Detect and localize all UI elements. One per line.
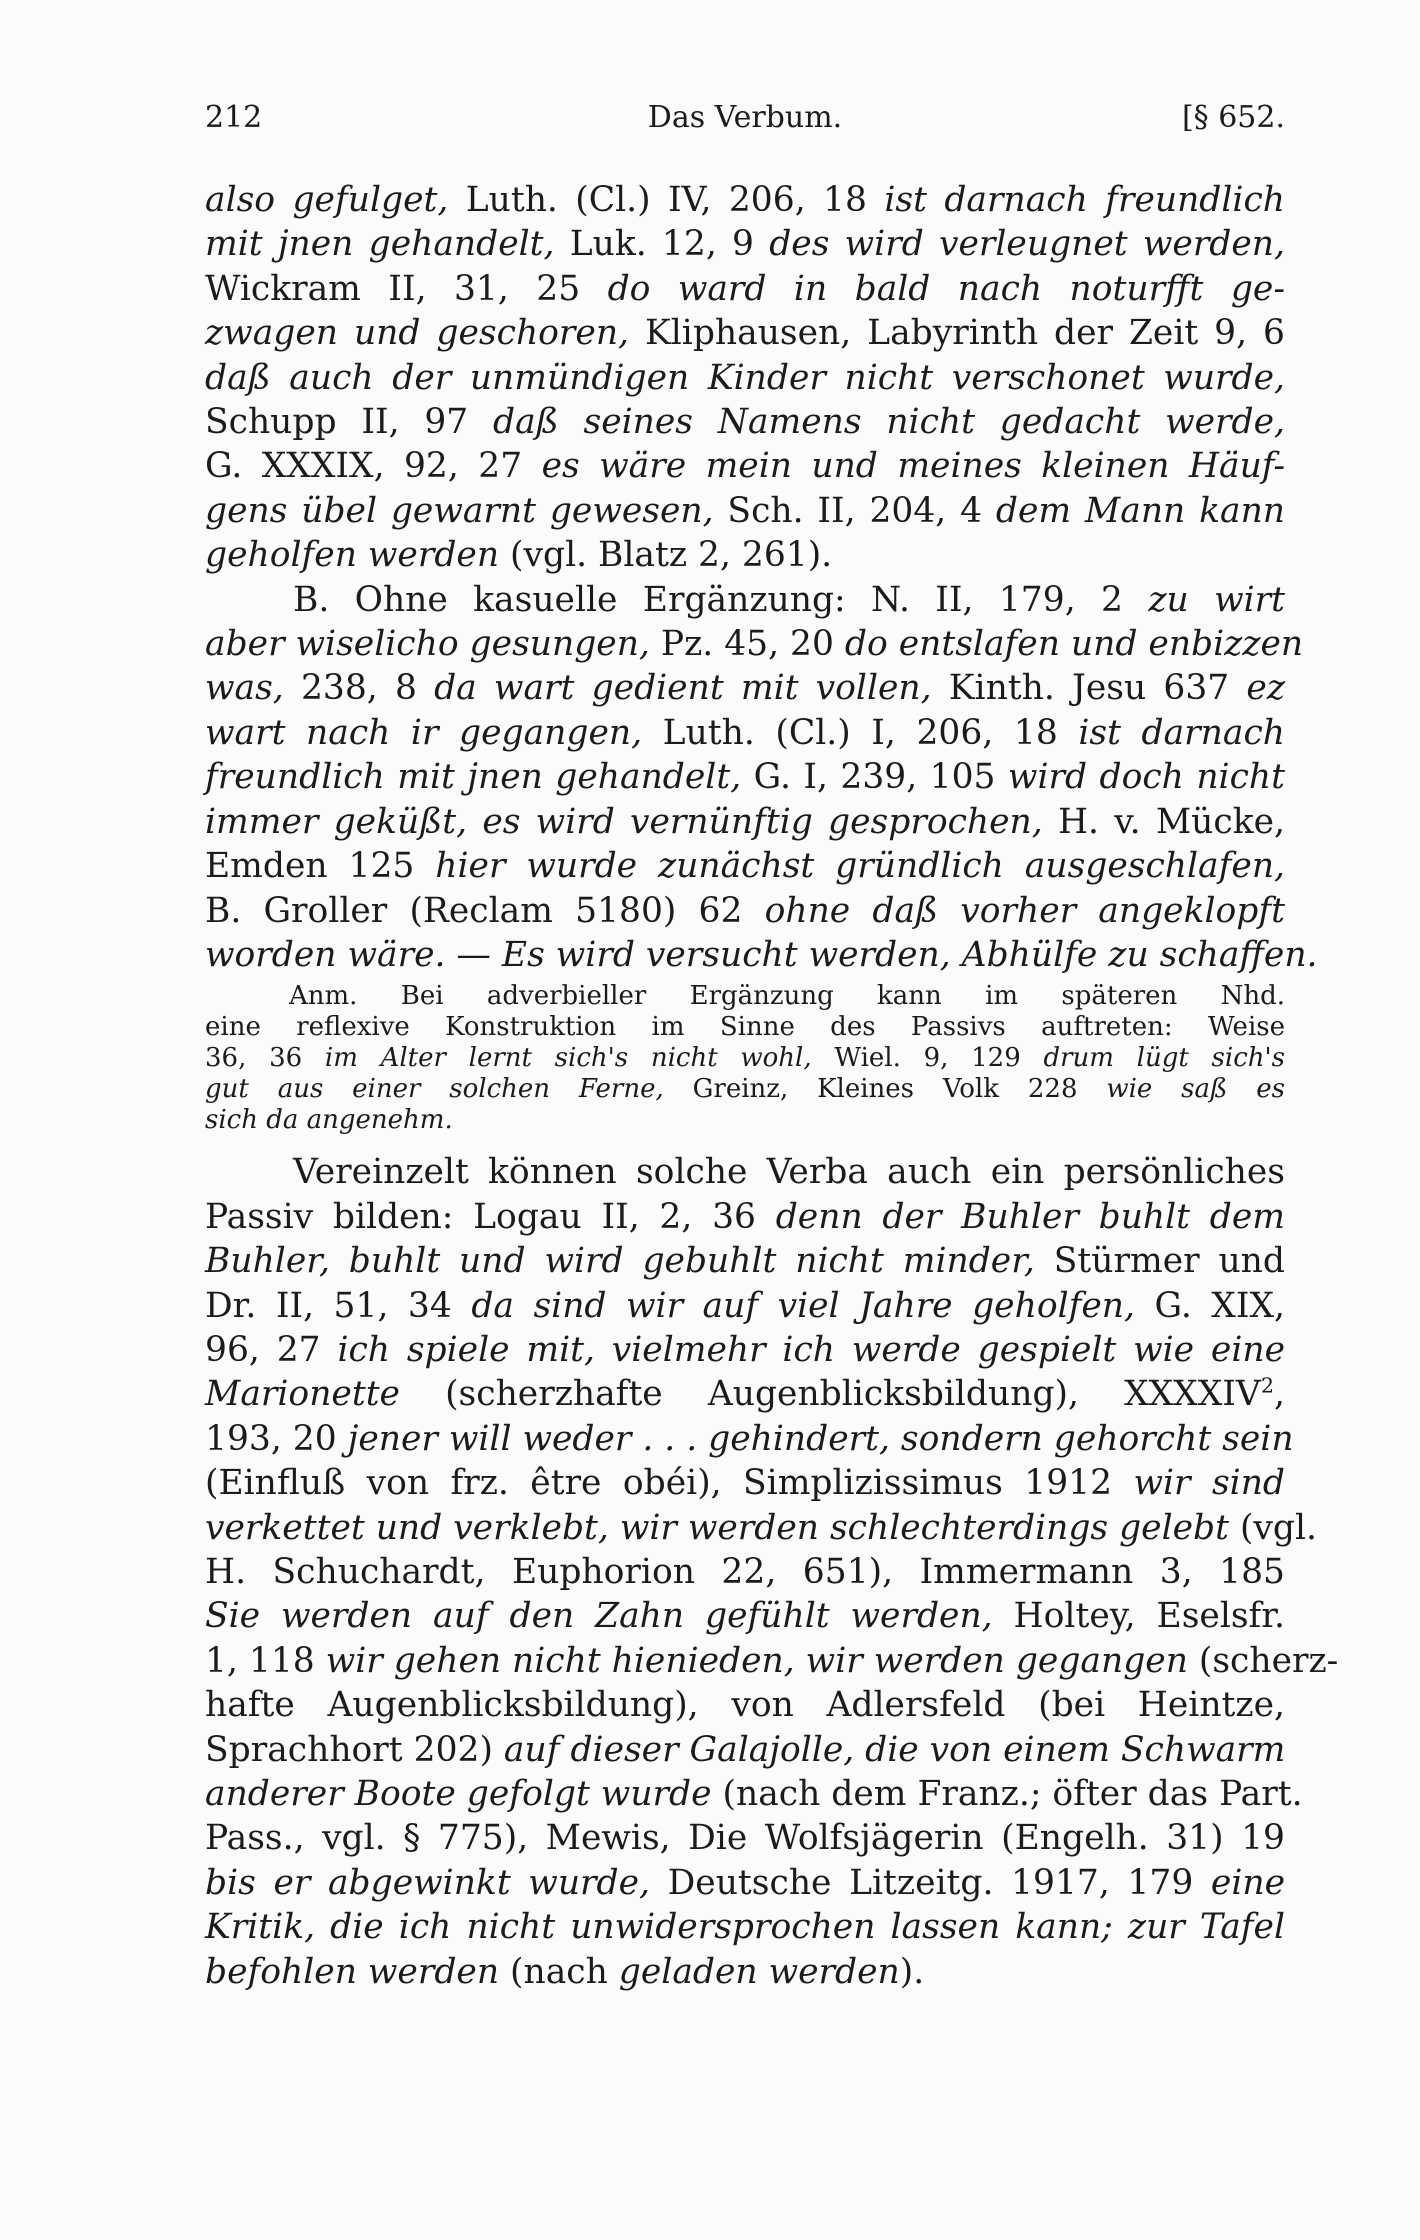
text-line — [205, 1372, 1285, 1416]
text-line — [205, 1772, 1303, 1816]
quoted-example: wird doch nicht — [1007, 757, 1285, 798]
quoted-example: geladen werden — [618, 1951, 900, 1992]
quoted-example: bis er abgewinkt wurde, — [205, 1862, 651, 1903]
text-run: ). — [899, 1951, 925, 1992]
text-line — [205, 578, 1285, 622]
text-line — [205, 711, 1285, 755]
text-line — [205, 444, 1285, 488]
quoted-example: Es wird versucht werden, Abhülfe zu schaffen. — [501, 934, 1318, 975]
quoted-example: do ward in bald nach noturfft ge- — [607, 268, 1285, 309]
text-line — [205, 311, 1285, 355]
quoted-example: mit jnen gehandelt, — [205, 224, 555, 265]
quoted-example: wie saß es — [1106, 1074, 1285, 1105]
quoted-example: immer geküßt, es wird vernünftig gesprochen, — [205, 801, 1043, 842]
text-run: (vgl. — [1228, 1507, 1317, 1548]
quoted-example: Marionette — [205, 1374, 400, 1415]
text-line — [205, 889, 1285, 933]
quoted-example: ich spiele mit, vielmehr ich werde gespielt wie eine — [337, 1329, 1285, 1370]
text-line — [205, 1284, 1285, 1328]
quoted-example: im Alter lernt sich's nicht wohl, — [324, 1043, 812, 1074]
text-run: Pass., vgl. § 775), Mewis, Die Wolfsjägerin (Engelh. 31) 19 — [205, 1818, 1285, 1859]
quoted-example: es wäre mein und meines kleinen Häuf- — [541, 446, 1285, 487]
text-run: B. Groller (Reclam 5180) 62 — [205, 890, 765, 931]
para-passive-examples-a — [205, 178, 1285, 578]
quoted-example: ohne daß vorher angeklopft — [764, 890, 1286, 931]
running-title: Das Verbum. — [647, 100, 843, 135]
text-run: Vereinzelt können solche Verba auch ein persönliches — [293, 1152, 1285, 1193]
text-run: eine reflexive Konstruktion im Sinne des Passivs auftreten: Weise — [205, 1012, 1285, 1043]
text-run: G. XIX, — [1135, 1285, 1286, 1326]
quoted-example: daß auch der unmündigen Kinder nicht verschonet wurde, — [205, 357, 1285, 398]
quoted-example: wir gehen nicht hienieden, wir werden gegangen — [325, 1640, 1188, 1681]
quoted-example: was, — [205, 668, 284, 709]
text-line — [205, 933, 1318, 977]
text-run: Emden 125 — [205, 846, 436, 887]
text-line — [205, 1012, 1285, 1043]
text-run: (nach dem Franz.; öfter das Part. — [711, 1774, 1303, 1814]
para-personal-passive — [205, 1150, 1339, 1994]
text-line — [205, 400, 1285, 444]
text-run: Holtey, Eselsfr. — [992, 1596, 1285, 1637]
text-line — [205, 981, 1285, 1012]
quoted-example: denn der Buhler buhlt dem — [775, 1196, 1285, 1237]
text-line — [205, 1461, 1285, 1505]
quoted-example: des wird verleugnet werden, — [769, 224, 1285, 265]
text-line — [205, 1728, 1285, 1772]
quoted-example: aber wiselicho gesungen, — [205, 624, 650, 665]
text-run: (scherz- — [1187, 1640, 1339, 1681]
running-header — [205, 100, 1285, 144]
text-line — [205, 1950, 1285, 1994]
quoted-example: dem Mann kann — [995, 490, 1286, 531]
text-run: H. v. Mücke, — [1042, 801, 1285, 842]
anmerkung-note — [205, 981, 1285, 1136]
text-line — [205, 800, 1285, 844]
text-line — [205, 1105, 1285, 1136]
text-line — [205, 1043, 1285, 1074]
text-run: Dr. II, 51, 34 — [205, 1285, 472, 1326]
text-line — [205, 178, 1285, 222]
text-run: Sprachhort 202) — [205, 1729, 504, 1770]
text-run: Greinz, Kleines Volk 228 — [663, 1074, 1107, 1105]
text-run: Sch. II, 204, 4 — [713, 490, 996, 531]
section-reference: [§ 652. — [1181, 100, 1285, 135]
text-run: — — [445, 934, 502, 975]
text-line — [205, 1905, 1285, 1949]
text-run — [1113, 1907, 1128, 1947]
quoted-example: anderer Boote gefolgt wurde — [205, 1774, 712, 1814]
quoted-example: eine — [1210, 1862, 1285, 1903]
text-run: 1, 118 — [205, 1640, 326, 1681]
text-line — [205, 1328, 1285, 1372]
quoted-example: do entslafen und enbizzen — [844, 624, 1304, 665]
quoted-example: geholfen werden — [205, 535, 500, 576]
quoted-example: sich da angenehm. — [205, 1105, 453, 1136]
page-number: 212 — [205, 100, 263, 135]
quoted-example: hier wurde zunächst gründlich ausgeschlafen, — [435, 846, 1286, 887]
text-run: G. I, 239, 105 — [741, 757, 1008, 798]
quoted-example: zur Tafel — [1127, 1907, 1285, 1948]
text-run: (nach — [499, 1951, 619, 1992]
text-line — [205, 533, 1285, 577]
text-run: 36, 36 — [205, 1043, 325, 1074]
text-run: Schupp II, 97 — [205, 402, 494, 443]
text-run: B. Ohne kasuelle Ergänzung: N. II, 179, 2 — [293, 579, 1149, 620]
text-run: H. Schuchardt, Euphorion 22, 651), Immermann 3, 185 — [205, 1551, 1285, 1592]
quoted-example: gut aus einer solchen Ferne, — [205, 1074, 664, 1105]
quoted-example: jener will weder . . . gehindert, sondern gehorcht sein — [347, 1418, 1294, 1459]
quoted-example: ez — [1246, 668, 1286, 709]
quoted-example: daß seines Namens nicht gedacht werde, — [493, 402, 1286, 443]
text-line — [205, 1150, 1285, 1194]
quoted-example: Kritik, die ich nicht unwidersprochen lassen kann; — [205, 1907, 1113, 1948]
superscript: 2 — [1260, 1373, 1275, 1398]
text-run: Deutsche Litzeitg. 1917, 179 — [650, 1862, 1211, 1903]
quoted-example: zu wirt — [1148, 579, 1285, 620]
quoted-example: freundlich mit jnen gehandelt, — [205, 757, 742, 798]
text-run: (vgl. Blatz 2, 261). — [499, 535, 833, 576]
text-run: 238, 8 — [283, 668, 435, 709]
text-run: Anm. Bei adverbieller Ergänzung kann im späteren Nhd. — [289, 981, 1285, 1012]
text-run: Luk. 12, 9 — [554, 224, 770, 265]
quoted-example: ist darnach — [1078, 712, 1285, 753]
text-run: Kinth. Jesu 637 — [931, 668, 1247, 709]
text-run: , — [1274, 1374, 1285, 1415]
quoted-example: befohlen werden — [205, 1951, 500, 1992]
text-run: Wiel. 9, 129 — [811, 1043, 1044, 1074]
text-line — [205, 1683, 1285, 1727]
text-line — [205, 222, 1285, 266]
text-line — [205, 1639, 1339, 1683]
text-run: (Einfluß von frz. être obéi), Simplizissimus 1912 — [205, 1463, 1134, 1504]
text-line — [205, 1594, 1285, 1638]
quoted-example: verkettet und verklebt, wir werden schlechterdings gelebt — [205, 1507, 1229, 1548]
text-run: 96, 27 — [205, 1329, 338, 1370]
text-run: Stürmer und — [1034, 1241, 1285, 1282]
quoted-example: also gefulget, — [205, 180, 449, 220]
quoted-example: gens übel gewarnt gewesen, — [205, 490, 714, 531]
text-line — [205, 1074, 1285, 1105]
quoted-example: auf dieser Galajolle, die von einem Schwarm — [503, 1729, 1286, 1770]
text-line — [205, 1239, 1285, 1283]
quoted-example: worden wäre. — [205, 934, 446, 975]
quoted-example: ist darnach freundlich — [884, 180, 1286, 220]
quoted-example: zwagen und geschoren, — [205, 313, 630, 354]
quoted-example: drum lügt sich's — [1043, 1043, 1285, 1074]
text-run: Kliphausen, Labyrinth der Zeit 9, 6 — [629, 313, 1285, 354]
quoted-example: da wart gedient mit vollen, — [434, 668, 932, 709]
text-run: Luth. (Cl.) I, 206, 18 — [642, 712, 1079, 753]
quoted-example: Sie werden auf den Zahn gefühlt werden, — [205, 1596, 993, 1637]
quoted-example: da sind wir auf viel Jahre geholfen, — [471, 1285, 1135, 1326]
text-line — [205, 755, 1285, 799]
quoted-example: wart nach ir gegangen, — [205, 712, 643, 753]
quoted-example: wir sind — [1133, 1463, 1285, 1504]
text-line — [205, 1550, 1285, 1594]
text-line — [205, 1816, 1285, 1860]
text-line — [205, 1861, 1285, 1905]
text-run: (scherzhafte Augenblicksbildung), XXXXIV — [399, 1374, 1261, 1415]
text-line — [205, 489, 1285, 533]
text-run: Pz. 45, 20 — [649, 624, 845, 665]
text-run: Luth. (Cl.) IV, 206, 18 — [448, 180, 885, 220]
text-line — [205, 356, 1285, 400]
text-run: 193, 20 — [205, 1418, 348, 1459]
text-line — [205, 1195, 1285, 1239]
page-body — [205, 178, 1339, 1994]
text-run: hafte Augenblicksbildung), von Adlersfeld (bei Heintze, — [205, 1685, 1285, 1726]
text-line — [205, 844, 1285, 888]
para-without-case-complement — [205, 578, 1318, 978]
text-run: Wickram II, 31, 25 — [205, 268, 608, 309]
text-line — [205, 1506, 1317, 1550]
text-line — [205, 622, 1304, 666]
text-line — [205, 666, 1285, 710]
text-run: Passiv bilden: Logau II, 2, 36 — [205, 1196, 776, 1237]
text-run: G. XXXIX, 92, 27 — [205, 446, 542, 487]
quoted-example: Buhler, buhlt und wird gebuhlt nicht minder, — [205, 1241, 1035, 1282]
text-line — [205, 1417, 1294, 1461]
text-line — [205, 267, 1285, 311]
